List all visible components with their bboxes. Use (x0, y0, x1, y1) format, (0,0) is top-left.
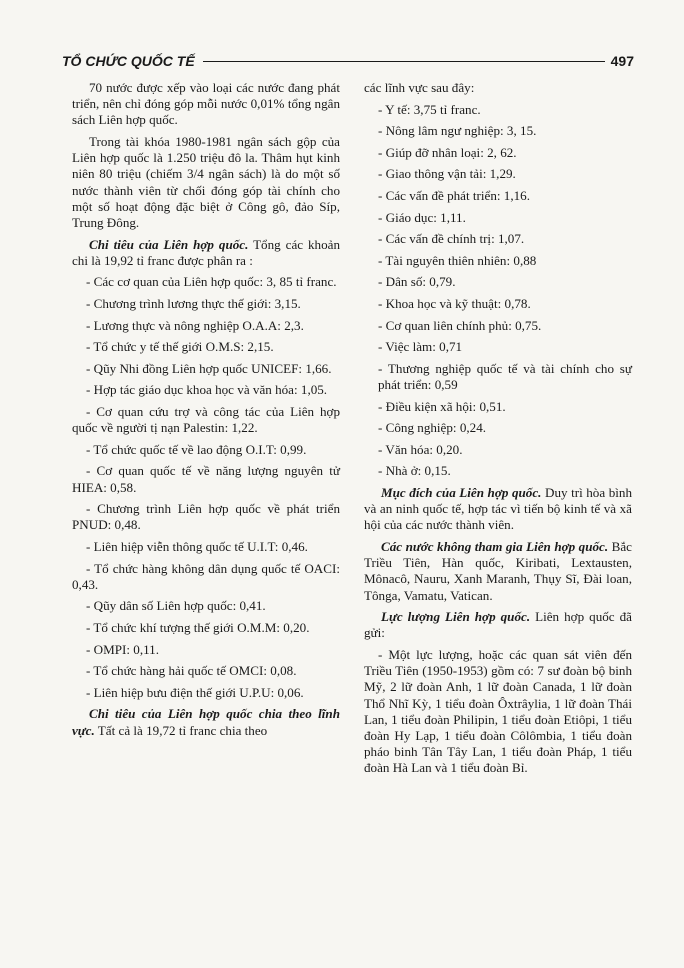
list-item: - Điều kiện xã hội: 0,51. (378, 398, 506, 414)
list-item: - OMPI: 0,11. (86, 641, 159, 657)
by-field-paragraph (72, 706, 340, 738)
spending-heading: Chi tiêu của Liên hợp quốc. (89, 236, 249, 252)
forces-heading: Lực lượng Liên hợp quốc. (381, 609, 531, 625)
forces-paragraph (364, 609, 632, 641)
spending-list (72, 274, 340, 701)
running-title: TỔ CHỨC QUỐC TẾ (62, 53, 195, 69)
list-item: - Liên hiệp bưu điện thế giới U.P.U: 0,06. (86, 684, 304, 700)
list-item: - Tài nguyên thiên nhiên: 0,88 (378, 252, 537, 268)
by-field-heading: Chi tiêu của Liên hợp quốc chia theo lĩnh vực. (72, 706, 340, 738)
list-item: - Nông lâm ngư nghiệp: 3, 15. (378, 123, 537, 139)
list-item: - Dân số: 0,79. (378, 274, 456, 290)
list-item: - Cơ quan quốc tế về năng lượng nguyên tử HIEA: 0,58. (72, 463, 340, 495)
field-list (364, 102, 632, 480)
list-item: - Văn hóa: 0,20. (378, 441, 463, 457)
list-item: - Tổ chức quốc tế về lao động O.I.T: 0,99. (86, 441, 307, 457)
list-item: - Tổ chức hàng không dân dụng quốc tế OACI: 0,43. (72, 560, 340, 592)
purpose-heading: Mục đích của Liên hợp quốc. (381, 484, 542, 500)
list-item: - Nhà ở: 0,15. (378, 463, 451, 479)
left-column (72, 80, 340, 739)
list-item: - Các vấn đề chính trị: 1,07. (378, 231, 525, 247)
spending-paragraph (72, 237, 340, 269)
list-item: - Cơ quan cứu trợ và công tác của Liên hợp quốc về người tị nạn Palestin: 1,22. (72, 403, 340, 436)
list-item: - Tổ chức hàng hải quốc tế OMCI: 0,08. (86, 663, 297, 679)
list-item: - Y tế: 3,75 tỉ franc. (378, 101, 481, 117)
page-header (62, 50, 634, 72)
forces-item: - Một lực lượng, hoặc các quan sát viên đến Triều Tiên (1950-1953) gồm có: 7 sư đoàn bộ binh Mỹ, 2 lữ đoàn Anh, 1 lữ đoàn Canada, 1 lữ đoàn Thổ Nhĩ Kỳ, 1 tiểu đoàn Ôxtrâylia, 1 lữ đoàn Thái Lan, 1 tiểu đoàn Philipin, 1 tiểu đoàn Etiôpi, 1 tiểu đoàn Hy Lạp, 1 tiểu đoàn Côlômbia, 1 tiểu đoàn pháo binh Tân Tây Lan, 1 tiểu đoàn Pháp, 1 tiểu đoàn Hà Lan và 1 tiểu đoàn Bỉ. (364, 646, 632, 776)
list-item: - Giúp đỡ nhân loại: 2, 62. (378, 144, 517, 160)
list-item: - Qũy dân số Liên hợp quốc: 0,41. (86, 598, 266, 614)
list-item: - Giáo dục: 1,11. (378, 209, 466, 225)
forces-text: Liên hợp quốc đã gửi: (364, 609, 632, 641)
list-item: - Tổ chức y tế thế giới O.M.S: 2,15. (86, 339, 274, 355)
intro-paragraph: 70 nước được xếp vào loại các nước đang phát triển, nên chỉ đóng góp mỗi nước 0,01% tổng ngân sách Liên hợp quốc. (72, 80, 340, 128)
list-item: - Qũy Nhi đồng Liên hợp quốc UNICEF: 1,66. (86, 360, 332, 376)
list-item: - Các cơ quan của Liên hợp quốc: 3, 85 tỉ franc. (86, 274, 337, 290)
list-item: - Hợp tác giáo dục khoa học và văn hóa: 1,05. (86, 382, 328, 398)
list-item: - Các vấn đề phát triển: 1,16. (378, 187, 530, 203)
list-item: - Công nghiệp: 0,24. (378, 420, 487, 436)
by-field-text: Tất cả là 19,72 tỉ franc chia theo (97, 722, 268, 738)
purpose-text: Duy trì hòa bình và an ninh quốc tế, hợp tác vì tiến bộ kinh tế và xã hội của các nước thành viên. (364, 484, 632, 533)
list-item: - Khoa học và kỹ thuật: 0,78. (378, 295, 531, 311)
nonmembers-text: Bắc Triều Tiên, Hàn quốc, Kiribati, Lextausten, Mônacô, Nauru, Xanh Maranh, Thụy Sĩ, Đài loan, Tônga, Vamatu, Vatican. (364, 538, 632, 603)
page-number: 497 (610, 53, 634, 69)
purpose-paragraph (364, 485, 632, 534)
list-item: - Cơ quan liên chính phủ: 0,75. (378, 317, 542, 333)
by-field-continuation: các lĩnh vực sau đây: (364, 80, 475, 95)
nonmembers-heading: Các nước không tham gia Liên hợp quốc. (381, 538, 609, 554)
header-rule (203, 61, 605, 62)
list-item: - Chương trình Liên hợp quốc về phát triển PNUD: 0,48. (72, 501, 340, 533)
list-item: - Lương thực và nông nghiệp O.A.A: 2,3. (86, 317, 304, 333)
budget-paragraph: Trong tài khóa 1980-1981 ngân sách gộp của Liên hợp quốc là 1.250 triệu đô la. Thâm hụt kinh niên 80 triệu (chiếm 3/4 ngân sách) là do một số nước thành viên từ chối đóng góp tài chính cho một số hoạt động đặc biệt ở Công gô, đảo Síp, Trung Đông. (72, 134, 340, 231)
right-column (364, 80, 632, 782)
list-item: - Chương trình lương thực thế giới: 3,15. (86, 296, 301, 311)
list-item: - Thương nghiệp quốc tế và tài chính cho sự phát triển: 0,59 (378, 360, 632, 392)
spending-text: Tổng các khoản chi là 19,92 tỉ franc được phân ra : (72, 236, 340, 268)
list-item: - Liên hiệp viễn thông quốc tế U.I.T: 0,46. (86, 538, 308, 554)
list-item: - Việc làm: 0,71 (378, 339, 463, 355)
nonmembers-paragraph (364, 539, 632, 604)
list-item: - Giao thông vận tải: 1,29. (378, 166, 516, 182)
list-item: - Tổ chức khí tượng thế giới O.M.M: 0,20. (86, 619, 310, 635)
